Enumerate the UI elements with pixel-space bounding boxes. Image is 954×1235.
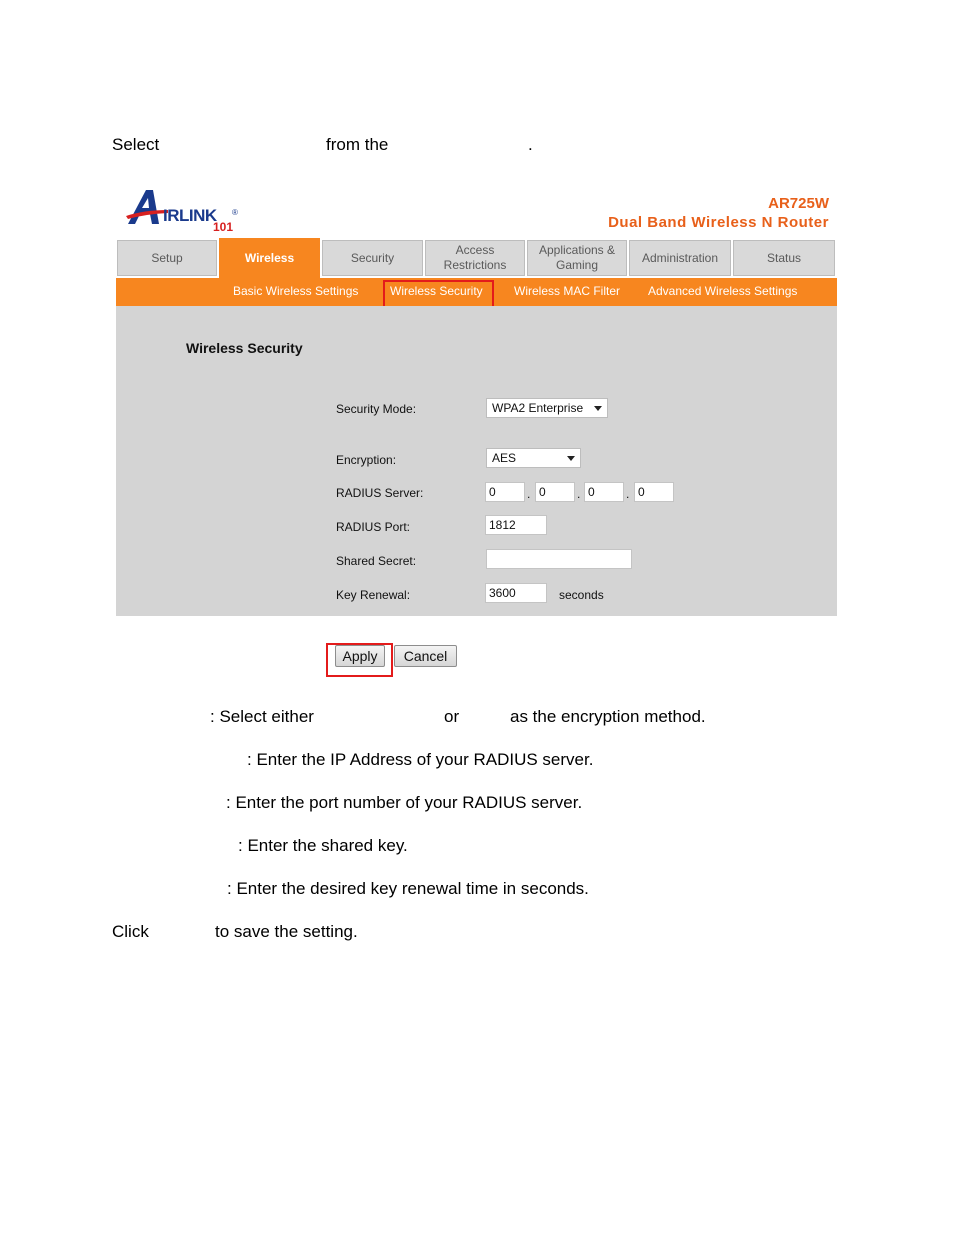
apply-button[interactable]: Apply: [335, 645, 385, 667]
radius-server-octet-4[interactable]: 0: [634, 482, 674, 502]
tab-administration[interactable]: Administration: [629, 240, 731, 276]
encryption-desc-or: or: [444, 707, 460, 726]
subnav-wireless-mac-filter[interactable]: Wireless MAC Filter: [514, 284, 621, 298]
wireless-security-highlight-box: [383, 280, 494, 309]
key-renewal-unit: seconds: [559, 588, 604, 602]
tab-setup[interactable]: Setup: [117, 240, 217, 276]
security-mode-label: Security Mode:: [336, 402, 417, 416]
tab-applications-gaming[interactable]: Applications & Gaming: [527, 240, 627, 276]
tab-access-restrictions[interactable]: Access Restrictions: [425, 240, 525, 276]
tab-wireless[interactable]: Wireless: [219, 238, 320, 278]
cancel-button[interactable]: Cancel: [394, 645, 457, 667]
encryption-label: Encryption:: [336, 453, 397, 467]
intro-select-text: Select: [112, 135, 160, 154]
radius-dot-1: .: [527, 487, 531, 501]
radius-server-octet-2[interactable]: 0: [535, 482, 575, 502]
router-screenshot: [116, 186, 837, 616]
logo-registered-mark: ®: [232, 208, 238, 217]
chevron-down-icon: [567, 456, 575, 461]
shared-secret-label: Shared Secret:: [336, 554, 417, 568]
product-name: Dual Band Wireless N Router: [608, 214, 829, 231]
settings-panel: [116, 306, 837, 616]
tab-status[interactable]: Status: [733, 240, 835, 276]
shared-secret-input[interactable]: [486, 549, 632, 569]
encryption-desc-text: : Select either: [210, 707, 314, 726]
radius-port-input[interactable]: 1812: [485, 515, 547, 535]
key-renewal-desc: : Enter the desired key renewal time in seconds.: [227, 879, 589, 898]
radius-port-label: RADIUS Port:: [336, 520, 411, 534]
tab-security[interactable]: Security: [322, 240, 423, 276]
click-text: Click: [112, 922, 149, 941]
logo-word: IRLINK: [163, 206, 217, 225]
save-instruction-text: to save the setting.: [215, 922, 358, 941]
radius-port-desc: : Enter the port number of your RADIUS server.: [226, 793, 583, 812]
key-renewal-label: Key Renewal:: [336, 588, 411, 602]
model-name: AR725W: [768, 195, 829, 212]
encryption-select[interactable]: [486, 448, 581, 468]
security-mode-select[interactable]: [486, 398, 608, 418]
radius-server-label: RADIUS Server:: [336, 486, 424, 500]
main-tabs: [116, 238, 837, 278]
subnav-advanced-wireless-settings[interactable]: Advanced Wireless Settings: [648, 284, 798, 298]
intro-period: .: [528, 135, 533, 154]
radius-server-desc: : Enter the IP Address of your RADIUS server.: [247, 750, 594, 769]
encryption-value: AES: [492, 451, 517, 465]
shared-secret-desc: : Enter the shared key.: [238, 836, 408, 855]
logo-number: 101: [213, 220, 234, 234]
airlink-logo: [126, 186, 246, 236]
chevron-down-icon: [594, 406, 602, 411]
security-mode-value: WPA2 Enterprise: [492, 401, 584, 415]
radius-dot-3: .: [626, 487, 630, 501]
intro-from-text: from the: [326, 135, 389, 154]
subnav-basic-wireless-settings[interactable]: Basic Wireless Settings: [233, 284, 359, 298]
radius-server-octet-3[interactable]: 0: [584, 482, 624, 502]
subnav-wireless-security[interactable]: Wireless Security: [390, 284, 483, 298]
key-renewal-input[interactable]: 3600: [485, 583, 547, 603]
radius-server-octet-1[interactable]: 0: [485, 482, 525, 502]
radius-dot-2: .: [577, 487, 581, 501]
panel-title: Wireless Security: [186, 340, 303, 356]
apply-highlight-box: [326, 643, 393, 677]
encryption-desc-tail: as the encryption method.: [510, 707, 706, 726]
